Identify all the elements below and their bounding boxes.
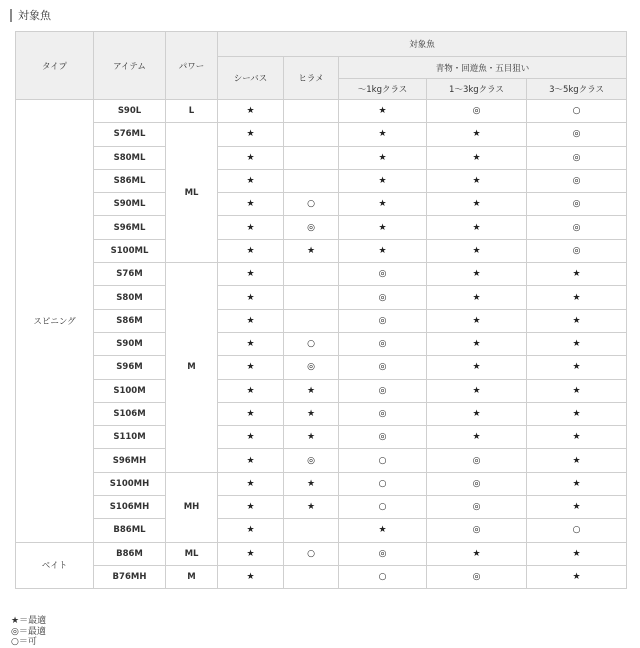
rating-seabass: ★ (218, 519, 284, 542)
legend-possible: ○＝可 (11, 637, 37, 647)
rating-class-1kg: ◎ (339, 263, 427, 286)
legend (11, 616, 46, 648)
rating-class-1kg: ◎ (339, 286, 427, 309)
rating-class-1-3kg: ◎ (427, 100, 527, 123)
rating-seabass: ★ (218, 565, 284, 588)
item-cell: S86M (94, 309, 166, 332)
item-cell: B76MH (94, 565, 166, 588)
table-row (16, 379, 627, 402)
target-fish-table (15, 31, 627, 589)
rating-seabass: ★ (218, 472, 284, 495)
rating-hirame (284, 565, 339, 588)
header-item: アイテム (94, 32, 166, 100)
item-cell: B86ML (94, 519, 166, 542)
power-cell: M (166, 565, 218, 588)
rating-hirame (284, 169, 339, 192)
rating-class-1kg: ★ (339, 193, 427, 216)
rating-seabass: ★ (218, 169, 284, 192)
rating-class-1-3kg: ★ (427, 193, 527, 216)
rating-hirame: ○ (284, 193, 339, 216)
rating-class-3-5kg: ◎ (527, 193, 627, 216)
rating-class-3-5kg: ★ (527, 426, 627, 449)
rating-hirame (284, 309, 339, 332)
rating-class-1kg: ○ (339, 496, 427, 519)
rating-class-1-3kg: ★ (427, 239, 527, 262)
item-cell: S76M (94, 263, 166, 286)
rating-class-1-3kg: ★ (427, 169, 527, 192)
rating-seabass: ★ (218, 216, 284, 239)
table-row (16, 286, 627, 309)
rating-class-3-5kg: ★ (527, 309, 627, 332)
power-cell: M (166, 263, 218, 473)
legend-best: ★＝最適 (11, 616, 47, 626)
rating-class-1kg: ◎ (339, 426, 427, 449)
rating-class-1kg: ○ (339, 472, 427, 495)
rating-class-1-3kg: ★ (427, 426, 527, 449)
header-type: タイプ (16, 32, 94, 100)
table-row (16, 193, 627, 216)
table-row (16, 565, 627, 588)
rating-hirame: ◎ (284, 216, 339, 239)
rating-class-1kg: ◎ (339, 332, 427, 355)
rating-hirame: ○ (284, 542, 339, 565)
table-row (16, 542, 627, 565)
rating-class-3-5kg: ★ (527, 332, 627, 355)
rating-class-1kg: ★ (339, 100, 427, 123)
header-bluefish-group: 青物・回遊魚・五目狙い (339, 57, 627, 79)
rating-class-1-3kg: ◎ (427, 472, 527, 495)
item-cell: S106MH (94, 496, 166, 519)
power-cell: ML (166, 123, 218, 263)
rating-class-1-3kg: ★ (427, 123, 527, 146)
rating-hirame (284, 286, 339, 309)
table-row (16, 100, 627, 123)
rating-seabass: ★ (218, 146, 284, 169)
rating-class-1kg: ◎ (339, 542, 427, 565)
table-row (16, 496, 627, 519)
rating-class-3-5kg: ★ (527, 263, 627, 286)
rating-hirame: ◎ (284, 356, 339, 379)
rating-class-1kg: ◎ (339, 356, 427, 379)
rating-class-1kg: ◎ (339, 309, 427, 332)
rating-class-3-5kg: ◎ (527, 216, 627, 239)
rating-class-3-5kg: ★ (527, 286, 627, 309)
table-row (16, 146, 627, 169)
rating-class-1-3kg: ★ (427, 542, 527, 565)
table-body (16, 100, 627, 589)
item-cell: S80M (94, 286, 166, 309)
item-cell: S86ML (94, 169, 166, 192)
table-row (16, 402, 627, 425)
table-row (16, 239, 627, 262)
rating-seabass: ★ (218, 263, 284, 286)
rating-hirame (284, 123, 339, 146)
rating-hirame: ★ (284, 239, 339, 262)
rating-class-3-5kg: ★ (527, 542, 627, 565)
table-row (16, 426, 627, 449)
table-row (16, 519, 627, 542)
legend-excellent: ◎＝最適 (11, 626, 46, 637)
rating-seabass: ★ (218, 542, 284, 565)
section-title: 対象魚 (10, 9, 51, 22)
rating-hirame (284, 100, 339, 123)
table-row (16, 123, 627, 146)
rating-class-1-3kg: ★ (427, 286, 527, 309)
header-class-3-5kg: 3～5kgクラス (527, 79, 627, 100)
rating-class-1-3kg: ★ (427, 402, 527, 425)
item-cell: B86M (94, 542, 166, 565)
rating-seabass: ★ (218, 123, 284, 146)
type-cell: スピニング (16, 100, 94, 543)
table-row (16, 169, 627, 192)
power-cell: MH (166, 472, 218, 542)
rating-class-1kg: ◎ (339, 379, 427, 402)
rating-class-3-5kg: ○ (527, 100, 627, 123)
rating-class-3-5kg: ◎ (527, 239, 627, 262)
rating-class-1-3kg: ★ (427, 263, 527, 286)
table-row (16, 263, 627, 286)
rating-class-3-5kg: ○ (527, 519, 627, 542)
rating-seabass: ★ (218, 496, 284, 519)
rating-hirame (284, 146, 339, 169)
rating-hirame (284, 263, 339, 286)
item-cell: S96ML (94, 216, 166, 239)
rating-seabass: ★ (218, 426, 284, 449)
rating-seabass: ★ (218, 286, 284, 309)
rating-class-3-5kg: ★ (527, 449, 627, 472)
rating-class-3-5kg: ★ (527, 356, 627, 379)
rating-hirame: ★ (284, 472, 339, 495)
rating-seabass: ★ (218, 309, 284, 332)
item-cell: S100MH (94, 472, 166, 495)
table-row (16, 356, 627, 379)
rating-class-1-3kg: ★ (427, 309, 527, 332)
item-cell: S100ML (94, 239, 166, 262)
rating-hirame: ◎ (284, 449, 339, 472)
rating-class-1kg: ★ (339, 216, 427, 239)
rating-seabass: ★ (218, 379, 284, 402)
rating-seabass: ★ (218, 402, 284, 425)
rating-hirame: ★ (284, 379, 339, 402)
rating-class-1kg: ★ (339, 239, 427, 262)
rating-class-1-3kg: ◎ (427, 519, 527, 542)
header-seabass: シーバス (218, 57, 284, 100)
rating-class-1-3kg: ◎ (427, 449, 527, 472)
rating-class-3-5kg: ◎ (527, 169, 627, 192)
item-cell: S90M (94, 332, 166, 355)
rating-seabass: ★ (218, 239, 284, 262)
item-cell: S80ML (94, 146, 166, 169)
rating-hirame (284, 519, 339, 542)
rating-class-3-5kg: ★ (527, 565, 627, 588)
header-class-1kg: ～1kgクラス (339, 79, 427, 100)
item-cell: S96MH (94, 449, 166, 472)
power-cell: ML (166, 542, 218, 565)
rating-class-1kg: ◎ (339, 402, 427, 425)
power-cell: L (166, 100, 218, 123)
rating-class-1kg: ○ (339, 449, 427, 472)
item-cell: S76ML (94, 123, 166, 146)
rating-class-1-3kg: ★ (427, 379, 527, 402)
rating-class-1kg: ★ (339, 169, 427, 192)
table-row (16, 309, 627, 332)
rating-hirame: ★ (284, 496, 339, 519)
rating-class-3-5kg: ◎ (527, 146, 627, 169)
rating-class-1-3kg: ★ (427, 216, 527, 239)
item-cell: S110M (94, 426, 166, 449)
type-cell: ベイト (16, 542, 94, 589)
table-row (16, 472, 627, 495)
item-cell: S90ML (94, 193, 166, 216)
item-cell: S100M (94, 379, 166, 402)
item-cell: S106M (94, 402, 166, 425)
rating-seabass: ★ (218, 332, 284, 355)
table-row (16, 332, 627, 355)
rating-class-3-5kg: ★ (527, 379, 627, 402)
rating-class-1kg: ○ (339, 565, 427, 588)
rating-class-3-5kg: ★ (527, 496, 627, 519)
item-cell: S90L (94, 100, 166, 123)
rating-class-3-5kg: ★ (527, 472, 627, 495)
rating-seabass: ★ (218, 449, 284, 472)
header-hirame: ヒラメ (284, 57, 339, 100)
rating-class-3-5kg: ★ (527, 402, 627, 425)
rating-hirame: ★ (284, 402, 339, 425)
rating-class-1-3kg: ★ (427, 332, 527, 355)
table-row (16, 216, 627, 239)
rating-seabass: ★ (218, 100, 284, 123)
item-cell: S96M (94, 356, 166, 379)
rating-class-1-3kg: ◎ (427, 496, 527, 519)
rating-class-3-5kg: ◎ (527, 123, 627, 146)
rating-seabass: ★ (218, 193, 284, 216)
header-power: パワー (166, 32, 218, 100)
rating-class-1kg: ★ (339, 519, 427, 542)
header-class-1-3kg: 1～3kgクラス (427, 79, 527, 100)
rating-hirame: ★ (284, 426, 339, 449)
rating-class-1-3kg: ◎ (427, 565, 527, 588)
table-row (16, 449, 627, 472)
rating-class-1kg: ★ (339, 123, 427, 146)
rating-class-1-3kg: ★ (427, 146, 527, 169)
rating-class-1-3kg: ★ (427, 356, 527, 379)
rating-seabass: ★ (218, 356, 284, 379)
rating-hirame: ○ (284, 332, 339, 355)
rating-class-1kg: ★ (339, 146, 427, 169)
header-target-fish: 対象魚 (218, 32, 627, 57)
